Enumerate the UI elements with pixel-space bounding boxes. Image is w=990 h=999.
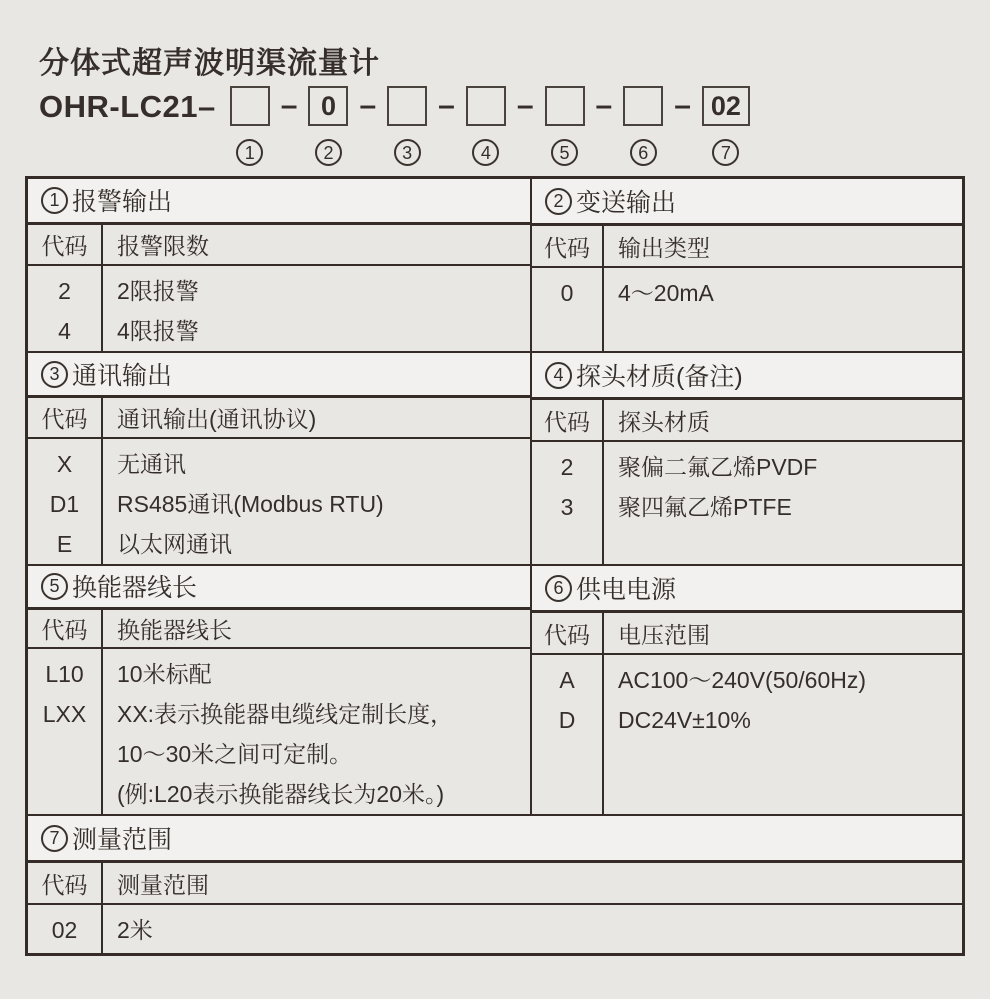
desc-cell: (例:L20表示换能器线长为20米。)	[117, 781, 445, 807]
table-block-1	[28, 179, 962, 353]
desc-column-header: 测量范围	[117, 871, 209, 898]
code-column-header: 代码	[28, 398, 103, 437]
circled-number-icon: 1	[41, 187, 68, 214]
code-cell: L10	[45, 661, 84, 687]
column-header-row	[532, 226, 962, 268]
circled-number-5: 5	[551, 139, 578, 166]
section-title: 探头材质(备注)	[576, 363, 743, 391]
section-transmission-output	[530, 179, 962, 351]
desc-cells	[103, 649, 530, 814]
section-data	[28, 439, 530, 564]
desc-cell: 无通讯	[117, 451, 186, 477]
desc-cells	[604, 655, 962, 814]
section-probe-material	[530, 353, 962, 564]
code-box-1	[230, 86, 270, 126]
desc-cell: 聚偏二氟乙烯PVDF	[618, 454, 818, 480]
page-title: 分体式超声波明渠流量计	[39, 47, 380, 80]
column-header-row	[532, 613, 962, 655]
dash-separator: –	[280, 89, 298, 122]
desc-column-header: 换能器线长	[117, 616, 232, 643]
desc-cells	[604, 442, 962, 564]
model-position-1	[230, 86, 270, 166]
code-cell: 3	[560, 494, 574, 520]
code-box-4	[466, 86, 506, 126]
code-column-header: 代码	[532, 226, 604, 266]
desc-column-header: 输出类型	[618, 234, 710, 261]
circled-number-3: 3	[394, 139, 421, 166]
desc-cell: 聚四氟乙烯PTFE	[618, 494, 792, 520]
section-header-7	[28, 816, 962, 863]
code-cells	[28, 266, 103, 351]
section-alarm-output	[28, 179, 530, 351]
desc-cells	[103, 905, 962, 953]
desc-cells	[103, 439, 530, 564]
code-cell: E	[56, 531, 73, 557]
section-communication-output	[28, 353, 530, 564]
column-header-row	[28, 398, 530, 439]
code-column-header: 代码	[28, 610, 103, 647]
code-cells	[532, 268, 604, 351]
section-header-4	[532, 353, 962, 400]
code-cell: 2	[560, 454, 574, 480]
column-header-row	[28, 225, 530, 266]
circled-number-4: 4	[472, 139, 499, 166]
section-data	[532, 655, 962, 814]
desc-column-header: 通讯输出(通讯协议)	[117, 406, 317, 433]
desc-cell: XX:表示换能器电缆线定制长度，	[117, 701, 454, 727]
dash-separator: –	[359, 89, 377, 122]
code-column-header: 代码	[28, 863, 103, 903]
section-header-1	[28, 179, 530, 225]
circled-number-1: 1	[236, 139, 263, 166]
desc-cell: 2限报警	[117, 278, 199, 304]
desc-cell: 2米	[117, 917, 153, 943]
model-position-2	[308, 86, 348, 166]
code-box-5	[545, 86, 585, 126]
section-data	[28, 905, 962, 953]
code-cells	[28, 905, 103, 953]
column-header-row	[28, 610, 530, 649]
desc-column-header: 报警限数	[117, 232, 209, 259]
section-title: 通讯输出	[72, 362, 173, 391]
dash-separator: –	[438, 89, 455, 122]
section-header-5	[28, 566, 530, 610]
model-position-5	[545, 86, 585, 166]
dash-separator: –	[595, 89, 613, 122]
desc-cell: AC100～240V(50/60Hz)	[618, 667, 867, 693]
table-block-4	[28, 816, 962, 953]
circled-number-2: 2	[315, 139, 342, 166]
code-cell: D	[558, 707, 576, 733]
code-cell: 02	[51, 917, 78, 943]
dash-separator: –	[516, 89, 534, 122]
desc-cell: 以太网通讯	[117, 531, 232, 557]
circled-number-icon: 5	[41, 573, 68, 600]
section-title: 供电电源	[576, 576, 677, 604]
code-cells	[532, 655, 604, 814]
desc-cell: 4限报警	[117, 318, 199, 344]
section-data	[28, 266, 530, 351]
code-cells	[28, 439, 103, 564]
section-header-2	[532, 179, 962, 226]
circled-number-icon: 2	[545, 188, 572, 215]
code-column-header: 代码	[532, 613, 604, 653]
code-column-header: 代码	[532, 400, 604, 440]
desc-cell: 10～30米之间可定制。	[117, 741, 353, 767]
desc-cells	[604, 268, 962, 351]
desc-cells	[103, 266, 530, 351]
section-title: 测量范围	[72, 826, 173, 854]
code-column-header: 代码	[28, 225, 103, 264]
circled-number-7: 7	[712, 139, 739, 166]
ordering-code-table	[25, 176, 965, 956]
code-cells	[532, 442, 604, 564]
section-transducer-cable-length	[28, 566, 530, 814]
model-position-4	[466, 86, 506, 166]
code-cell: LXX	[42, 701, 87, 727]
code-box-6	[623, 86, 663, 126]
circled-number-icon: 3	[41, 361, 68, 388]
code-cell: 4	[58, 318, 71, 344]
dash-separator: –	[674, 89, 691, 122]
desc-cell: 10米标配	[117, 661, 212, 687]
section-data	[532, 268, 962, 351]
section-title: 变送输出	[576, 189, 677, 217]
desc-column-header: 探头材质	[618, 408, 710, 435]
code-box-2: 0	[308, 86, 348, 126]
circled-number-icon: 4	[545, 362, 572, 389]
section-title: 报警输出	[72, 188, 173, 217]
section-measuring-range	[28, 816, 962, 953]
code-cell: 2	[58, 278, 71, 304]
section-data	[532, 442, 962, 564]
desc-cell: 4～20mA	[618, 280, 714, 306]
model-number-line	[39, 86, 750, 166]
model-position-6	[623, 86, 663, 166]
table-block-2	[28, 353, 962, 566]
desc-cell: RS485通讯(Modbus RTU)	[117, 491, 384, 517]
column-header-row	[532, 400, 962, 442]
desc-column-header: 电压范围	[618, 621, 710, 648]
code-cell: D1	[49, 491, 80, 517]
column-header-row	[28, 863, 962, 905]
circled-number-icon: 6	[545, 575, 572, 602]
code-box-7: 02	[702, 86, 750, 126]
section-power-supply	[530, 566, 962, 814]
code-cell: X	[56, 451, 73, 477]
circled-number-6: 6	[630, 139, 657, 166]
model-prefix: OHR-LC21–	[39, 89, 216, 124]
code-cell: 0	[560, 280, 574, 306]
model-position-3	[387, 86, 427, 166]
code-cell: A	[559, 667, 575, 693]
section-header-6	[532, 566, 962, 613]
section-title: 换能器线长	[72, 574, 198, 603]
circled-number-icon: 7	[41, 825, 68, 852]
code-box-3	[387, 86, 427, 126]
code-cells	[28, 649, 103, 814]
section-data	[28, 649, 530, 814]
model-position-7	[702, 86, 750, 166]
section-header-3	[28, 353, 530, 398]
desc-cell: DC24V±10%	[618, 707, 751, 733]
table-block-3	[28, 566, 962, 816]
